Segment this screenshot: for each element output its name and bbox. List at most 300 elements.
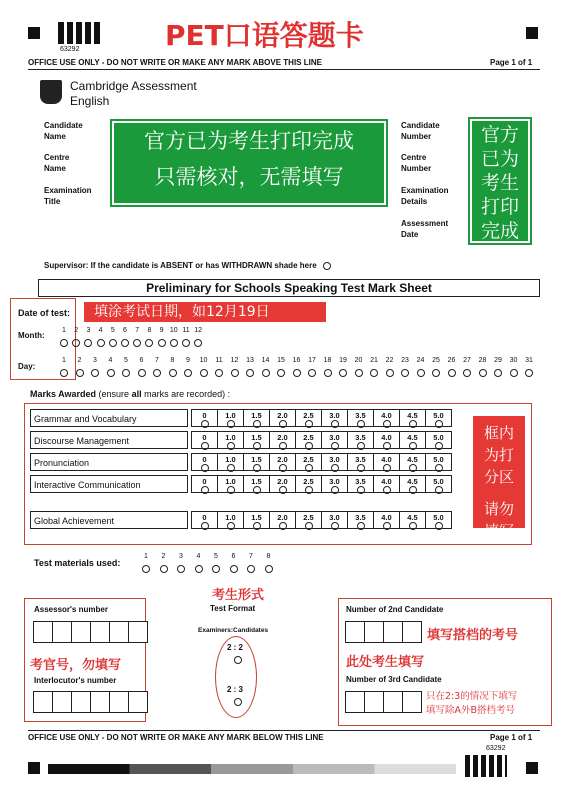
material-bubble[interactable] bbox=[142, 565, 150, 573]
month-number: 11 bbox=[182, 327, 190, 334]
score-bubble[interactable] bbox=[227, 486, 235, 494]
day-bubble[interactable] bbox=[448, 369, 456, 377]
third-candidate-label: Number of 3rd Candidate bbox=[346, 675, 442, 684]
score-cell[interactable] bbox=[321, 511, 348, 529]
score-bubble[interactable] bbox=[227, 522, 235, 530]
month-bubble[interactable] bbox=[158, 339, 166, 347]
material-option[interactable] bbox=[140, 553, 152, 578]
month-option[interactable] bbox=[95, 327, 107, 352]
day-bubble[interactable] bbox=[138, 369, 146, 377]
score-bubble[interactable] bbox=[357, 464, 365, 472]
score-cell[interactable] bbox=[269, 475, 296, 493]
score-bubble[interactable] bbox=[357, 442, 365, 450]
score-bubble[interactable] bbox=[227, 464, 235, 472]
score-cell[interactable] bbox=[217, 453, 244, 471]
digit-box[interactable] bbox=[52, 691, 72, 713]
month-bubble[interactable] bbox=[145, 339, 153, 347]
score-value: 0 bbox=[202, 411, 207, 420]
score-cell[interactable] bbox=[373, 409, 400, 427]
day-option[interactable] bbox=[120, 357, 132, 382]
day-bubble[interactable] bbox=[463, 369, 471, 377]
score-value: 1.0 bbox=[225, 411, 236, 420]
day-option[interactable] bbox=[151, 357, 163, 382]
score-bubble[interactable] bbox=[409, 486, 417, 494]
digit-box[interactable] bbox=[109, 621, 129, 643]
day-option[interactable] bbox=[446, 357, 458, 382]
score-cell[interactable] bbox=[243, 453, 270, 471]
score-bubble[interactable] bbox=[253, 464, 261, 472]
score-bubble[interactable] bbox=[331, 522, 339, 530]
score-cell[interactable] bbox=[295, 511, 322, 529]
day-option[interactable] bbox=[213, 357, 225, 382]
day-option[interactable] bbox=[167, 357, 179, 382]
score-bubble[interactable] bbox=[253, 420, 261, 428]
score-bubble[interactable] bbox=[435, 420, 443, 428]
score-cell[interactable] bbox=[373, 511, 400, 529]
month-option[interactable] bbox=[143, 327, 155, 352]
material-number: 6 bbox=[231, 553, 236, 560]
material-bubble[interactable] bbox=[212, 565, 220, 573]
day-option[interactable] bbox=[306, 357, 318, 382]
day-bubble[interactable] bbox=[153, 369, 161, 377]
digit-box[interactable] bbox=[364, 691, 384, 713]
month-option[interactable] bbox=[70, 327, 82, 352]
score-cell[interactable] bbox=[269, 431, 296, 449]
score-bubble[interactable] bbox=[305, 420, 313, 428]
score-bubble[interactable] bbox=[357, 486, 365, 494]
score-bubble[interactable] bbox=[435, 464, 443, 472]
day-number: 18 bbox=[323, 357, 332, 364]
score-bubble[interactable] bbox=[409, 420, 417, 428]
day-number: 7 bbox=[155, 357, 159, 364]
digit-box[interactable] bbox=[71, 691, 91, 713]
score-value: 2.0 bbox=[277, 513, 288, 522]
day-bubble[interactable] bbox=[169, 369, 177, 377]
month-bubble[interactable] bbox=[133, 339, 141, 347]
criterion-row bbox=[30, 453, 452, 471]
score-bubble[interactable] bbox=[227, 420, 235, 428]
score-value: 2.0 bbox=[277, 455, 288, 464]
month-bubble[interactable] bbox=[170, 339, 178, 347]
month-option[interactable] bbox=[156, 327, 168, 352]
score-bubble[interactable] bbox=[305, 464, 313, 472]
day-number: 3 bbox=[93, 357, 97, 364]
score-cell[interactable] bbox=[347, 453, 374, 471]
material-bubble[interactable] bbox=[160, 565, 168, 573]
office-line-bottom: OFFICE USE ONLY - DO NOT WRITE OR MAKE ANY MARK BELOW THIS LINE bbox=[28, 733, 324, 742]
month-bubble[interactable] bbox=[97, 339, 105, 347]
day-option[interactable] bbox=[229, 357, 241, 382]
corner-mark bbox=[28, 762, 40, 774]
printed-note-line1: 官方已为考生打印完成 bbox=[144, 129, 354, 153]
material-bubble[interactable] bbox=[265, 565, 273, 573]
day-option[interactable] bbox=[492, 357, 504, 382]
score-cell[interactable] bbox=[269, 453, 296, 471]
day-option[interactable] bbox=[337, 357, 349, 382]
day-bubble[interactable] bbox=[60, 369, 68, 377]
digit-box[interactable] bbox=[364, 621, 384, 643]
score-cell[interactable] bbox=[321, 431, 348, 449]
month-option[interactable] bbox=[192, 327, 204, 352]
office-line-top: OFFICE USE ONLY - DO NOT WRITE OR MAKE ANY MARK ABOVE THIS LINE bbox=[28, 58, 322, 67]
day-number: 27 bbox=[463, 357, 471, 364]
material-number: 2 bbox=[161, 553, 166, 560]
day-option[interactable] bbox=[198, 357, 210, 382]
material-option[interactable] bbox=[228, 553, 240, 578]
day-option[interactable] bbox=[399, 357, 411, 382]
month-option[interactable] bbox=[168, 327, 180, 352]
digit-box[interactable] bbox=[33, 691, 53, 713]
day-bubble[interactable] bbox=[355, 369, 363, 377]
day-option[interactable] bbox=[58, 357, 70, 382]
score-cell[interactable] bbox=[347, 431, 374, 449]
day-option[interactable] bbox=[105, 357, 117, 382]
day-option[interactable] bbox=[523, 357, 535, 382]
month-bubble[interactable] bbox=[84, 339, 92, 347]
score-bubble[interactable] bbox=[409, 464, 417, 472]
format-option-22: 2 : 2 bbox=[227, 643, 244, 652]
score-bubble[interactable] bbox=[253, 522, 261, 530]
score-cell[interactable] bbox=[295, 431, 322, 449]
score-value: 4.0 bbox=[381, 433, 392, 442]
score-cell[interactable] bbox=[347, 409, 374, 427]
day-number: 15 bbox=[277, 357, 285, 364]
score-bubble[interactable] bbox=[383, 464, 391, 472]
score-bubble[interactable] bbox=[435, 442, 443, 450]
score-value: 0 bbox=[202, 513, 207, 522]
score-bubble[interactable] bbox=[279, 522, 287, 530]
digit-box[interactable] bbox=[33, 621, 53, 643]
score-bubble[interactable] bbox=[357, 522, 365, 530]
format-bubble-22[interactable] bbox=[234, 656, 242, 664]
score-cell[interactable] bbox=[269, 511, 296, 529]
score-bubble[interactable] bbox=[383, 486, 391, 494]
digit-box[interactable] bbox=[383, 621, 403, 643]
format-bubble-23[interactable] bbox=[234, 698, 242, 706]
third-note bbox=[426, 690, 517, 718]
score-value: 1.0 bbox=[225, 455, 236, 464]
corner-mark bbox=[526, 27, 538, 39]
score-bubble[interactable] bbox=[409, 442, 417, 450]
day-option[interactable] bbox=[508, 357, 520, 382]
score-cell[interactable] bbox=[321, 409, 348, 427]
day-number: 16 bbox=[292, 357, 301, 364]
score-cell[interactable] bbox=[295, 453, 322, 471]
score-cell[interactable] bbox=[425, 431, 452, 449]
day-bubble[interactable] bbox=[262, 369, 270, 377]
format-option-23: 2 : 3 bbox=[227, 685, 244, 694]
score-bubble[interactable] bbox=[305, 442, 313, 450]
sheet-title: Preliminary for Schools Speaking Test Mark Sheet bbox=[38, 279, 540, 297]
material-option[interactable] bbox=[175, 553, 187, 578]
score-bubble[interactable] bbox=[201, 442, 209, 450]
score-bubble[interactable] bbox=[279, 442, 287, 450]
printed-note-line2: 只需核对，无需填写 bbox=[154, 165, 344, 189]
month-option[interactable] bbox=[131, 327, 143, 352]
date-of-test-label: Date of test: bbox=[18, 308, 71, 318]
day-bubble[interactable] bbox=[479, 369, 487, 377]
day-option[interactable] bbox=[322, 357, 334, 382]
digit-box[interactable] bbox=[402, 621, 422, 643]
score-cell[interactable] bbox=[399, 453, 426, 471]
digit-box[interactable] bbox=[128, 621, 148, 643]
day-bubble[interactable] bbox=[339, 369, 347, 377]
month-option[interactable] bbox=[119, 327, 131, 352]
score-cell[interactable] bbox=[191, 475, 218, 493]
score-cell[interactable] bbox=[295, 409, 322, 427]
criterion-label: Interactive Communication bbox=[30, 475, 188, 493]
score-cell[interactable] bbox=[399, 409, 426, 427]
day-number: 28 bbox=[478, 357, 487, 364]
day-option[interactable] bbox=[136, 357, 148, 382]
day-option[interactable] bbox=[260, 357, 272, 382]
score-note-line2: 请勿填写 bbox=[483, 500, 514, 540]
material-option[interactable] bbox=[245, 553, 257, 578]
score-value: 4.5 bbox=[407, 433, 418, 442]
material-bubble[interactable] bbox=[230, 565, 238, 573]
score-bubble[interactable] bbox=[435, 486, 443, 494]
day-bubble[interactable] bbox=[386, 369, 394, 377]
day-option[interactable] bbox=[461, 357, 473, 382]
score-cell[interactable] bbox=[399, 511, 426, 529]
score-cell[interactable] bbox=[425, 475, 452, 493]
month-number: 12 bbox=[194, 327, 203, 334]
score-bubble[interactable] bbox=[331, 486, 339, 494]
score-cell[interactable] bbox=[347, 511, 374, 529]
divider bbox=[28, 730, 540, 731]
day-bubble[interactable] bbox=[215, 369, 223, 377]
day-bubble[interactable] bbox=[91, 369, 99, 377]
score-cell[interactable] bbox=[243, 475, 270, 493]
score-cell[interactable] bbox=[191, 511, 218, 529]
score-bubble[interactable] bbox=[383, 522, 391, 530]
score-bubble[interactable] bbox=[305, 522, 313, 530]
score-bubble[interactable] bbox=[253, 486, 261, 494]
material-number: 7 bbox=[249, 553, 253, 560]
criterion-label: Grammar and Vocabulary bbox=[30, 409, 188, 427]
score-bubble[interactable] bbox=[279, 486, 287, 494]
day-option[interactable] bbox=[182, 357, 194, 382]
third-candidate-boxes[interactable] bbox=[345, 691, 421, 718]
criterion-row bbox=[30, 475, 452, 493]
month-bubble[interactable] bbox=[60, 339, 68, 347]
score-bubble[interactable] bbox=[331, 442, 339, 450]
material-number: 3 bbox=[179, 553, 183, 560]
day-bubble[interactable] bbox=[417, 369, 425, 377]
score-cell[interactable] bbox=[243, 511, 270, 529]
score-cell[interactable] bbox=[399, 475, 426, 493]
day-bubble[interactable] bbox=[494, 369, 502, 377]
score-bubble[interactable] bbox=[253, 442, 261, 450]
material-option[interactable] bbox=[158, 553, 170, 578]
third-note-line2: 填写除A外B搭档考号 bbox=[426, 705, 516, 716]
day-option[interactable] bbox=[477, 357, 489, 382]
score-cell[interactable] bbox=[373, 431, 400, 449]
material-bubble[interactable] bbox=[177, 565, 185, 573]
digit-box[interactable] bbox=[345, 621, 365, 643]
month-option[interactable] bbox=[180, 327, 192, 352]
score-value: 3.5 bbox=[355, 455, 366, 464]
score-value: 4.0 bbox=[381, 477, 392, 486]
digit-box[interactable] bbox=[109, 691, 129, 713]
day-number: 21 bbox=[370, 357, 378, 364]
score-cell[interactable] bbox=[425, 409, 452, 427]
month-option[interactable] bbox=[58, 327, 70, 352]
day-bubble[interactable] bbox=[122, 369, 130, 377]
score-bubble[interactable] bbox=[201, 420, 209, 428]
score-cell[interactable] bbox=[321, 453, 348, 471]
day-bubble[interactable] bbox=[76, 369, 84, 377]
crest-icon bbox=[40, 80, 62, 104]
test-materials-label: Test materials used: bbox=[34, 558, 121, 568]
score-bubble[interactable] bbox=[227, 442, 235, 450]
score-cell[interactable] bbox=[425, 511, 452, 529]
interlocutor-number-boxes[interactable] bbox=[33, 691, 147, 718]
score-cell[interactable] bbox=[191, 453, 218, 471]
day-bubble[interactable] bbox=[246, 369, 254, 377]
score-cell[interactable] bbox=[243, 431, 270, 449]
day-bubble[interactable] bbox=[231, 369, 239, 377]
material-bubble[interactable] bbox=[195, 565, 203, 573]
score-value: 5.0 bbox=[433, 433, 444, 442]
month-option[interactable] bbox=[82, 327, 94, 352]
score-cell[interactable] bbox=[191, 409, 218, 427]
month-bubble[interactable] bbox=[194, 339, 202, 347]
digit-box[interactable] bbox=[128, 691, 148, 713]
assessor-note: 考官号，勿填写 bbox=[30, 658, 122, 673]
score-cell[interactable] bbox=[321, 475, 348, 493]
score-value: 2.5 bbox=[303, 455, 314, 464]
month-bubble[interactable] bbox=[109, 339, 117, 347]
day-option[interactable] bbox=[415, 357, 427, 382]
day-number: 24 bbox=[416, 357, 425, 364]
score-value: 0 bbox=[202, 455, 207, 464]
day-bubble[interactable] bbox=[200, 369, 208, 377]
digit-box[interactable] bbox=[52, 621, 72, 643]
page-number-top: Page 1 of 1 bbox=[490, 58, 533, 67]
digit-box[interactable] bbox=[345, 691, 365, 713]
day-bubble[interactable] bbox=[277, 369, 285, 377]
score-cell[interactable] bbox=[243, 409, 270, 427]
day-bubble[interactable] bbox=[370, 369, 378, 377]
score-cell[interactable] bbox=[217, 511, 244, 529]
marks-lead: Marks Awarded bbox=[30, 389, 97, 399]
score-bubble[interactable] bbox=[331, 420, 339, 428]
material-option[interactable] bbox=[263, 553, 275, 578]
digit-box[interactable] bbox=[402, 691, 422, 713]
digit-box[interactable] bbox=[90, 691, 110, 713]
score-cell[interactable] bbox=[295, 475, 322, 493]
day-label: Day: bbox=[18, 362, 36, 371]
score-cell[interactable] bbox=[373, 453, 400, 471]
day-number: 12 bbox=[230, 357, 239, 364]
score-bubble[interactable] bbox=[383, 420, 391, 428]
month-bubble[interactable] bbox=[72, 339, 80, 347]
score-bubble[interactable] bbox=[331, 464, 339, 472]
score-bubble[interactable] bbox=[201, 522, 209, 530]
material-option[interactable] bbox=[210, 553, 222, 578]
digit-box[interactable] bbox=[90, 621, 110, 643]
day-option[interactable] bbox=[291, 357, 303, 382]
day-option[interactable] bbox=[89, 357, 101, 382]
score-value: 3.5 bbox=[355, 411, 366, 420]
day-option[interactable] bbox=[244, 357, 256, 382]
score-cell[interactable] bbox=[399, 431, 426, 449]
day-option[interactable] bbox=[384, 357, 396, 382]
day-number: 9 bbox=[186, 357, 190, 364]
score-value: 5.0 bbox=[433, 477, 444, 486]
score-cell[interactable] bbox=[347, 475, 374, 493]
score-cell[interactable] bbox=[217, 475, 244, 493]
month-number: 5 bbox=[110, 327, 115, 334]
score-cell[interactable] bbox=[217, 409, 244, 427]
score-bubble[interactable] bbox=[201, 486, 209, 494]
month-bubble[interactable] bbox=[121, 339, 129, 347]
digit-box[interactable] bbox=[71, 621, 91, 643]
score-value: 1.5 bbox=[251, 411, 262, 420]
day-bubble[interactable] bbox=[432, 369, 440, 377]
assessor-number-boxes[interactable] bbox=[33, 621, 147, 648]
score-value: 2.0 bbox=[277, 433, 288, 442]
score-cell[interactable] bbox=[425, 453, 452, 471]
score-cell[interactable] bbox=[191, 431, 218, 449]
score-cell[interactable] bbox=[217, 431, 244, 449]
day-option[interactable] bbox=[353, 357, 365, 382]
day-number: 23 bbox=[401, 357, 409, 364]
day-option[interactable] bbox=[74, 357, 86, 382]
score-bubble[interactable] bbox=[201, 464, 209, 472]
day-bubble[interactable] bbox=[293, 369, 301, 377]
printed-note-vertical: 官方已为考生打印完成 bbox=[470, 119, 530, 243]
score-bubble[interactable] bbox=[279, 420, 287, 428]
day-option[interactable] bbox=[368, 357, 380, 382]
day-bubble[interactable] bbox=[324, 369, 332, 377]
day-bubble[interactable] bbox=[401, 369, 409, 377]
field-candidate-name: Candidate Name bbox=[44, 121, 83, 141]
score-cell[interactable] bbox=[269, 409, 296, 427]
score-bubble[interactable] bbox=[305, 486, 313, 494]
month-number: 9 bbox=[159, 327, 164, 334]
score-bubble[interactable] bbox=[409, 522, 417, 530]
material-bubble[interactable] bbox=[247, 565, 255, 573]
month-option[interactable] bbox=[107, 327, 119, 352]
material-number: 1 bbox=[144, 553, 148, 560]
day-option[interactable] bbox=[430, 357, 442, 382]
page-title: PET口语答题卡 bbox=[165, 19, 364, 52]
day-bubble[interactable] bbox=[308, 369, 316, 377]
score-value: 4.0 bbox=[381, 513, 392, 522]
logo-line2: English bbox=[70, 94, 110, 108]
absent-bubble[interactable] bbox=[323, 262, 331, 270]
day-bubble[interactable] bbox=[510, 369, 518, 377]
day-option[interactable] bbox=[275, 357, 287, 382]
day-bubble[interactable] bbox=[107, 369, 115, 377]
score-bubble[interactable] bbox=[435, 522, 443, 530]
second-candidate-boxes[interactable] bbox=[345, 621, 421, 648]
score-cell[interactable] bbox=[373, 475, 400, 493]
score-value: 3.5 bbox=[355, 477, 366, 486]
score-bubble[interactable] bbox=[383, 442, 391, 450]
day-bubble[interactable] bbox=[525, 369, 533, 377]
month-bubble[interactable] bbox=[182, 339, 190, 347]
interlocutor-label: Interlocutor's number bbox=[34, 676, 117, 685]
day-bubble[interactable] bbox=[184, 369, 192, 377]
digit-box[interactable] bbox=[383, 691, 403, 713]
score-bubble[interactable] bbox=[357, 420, 365, 428]
material-number: 5 bbox=[214, 553, 218, 560]
material-option[interactable] bbox=[193, 553, 205, 578]
score-bubble[interactable] bbox=[279, 464, 287, 472]
